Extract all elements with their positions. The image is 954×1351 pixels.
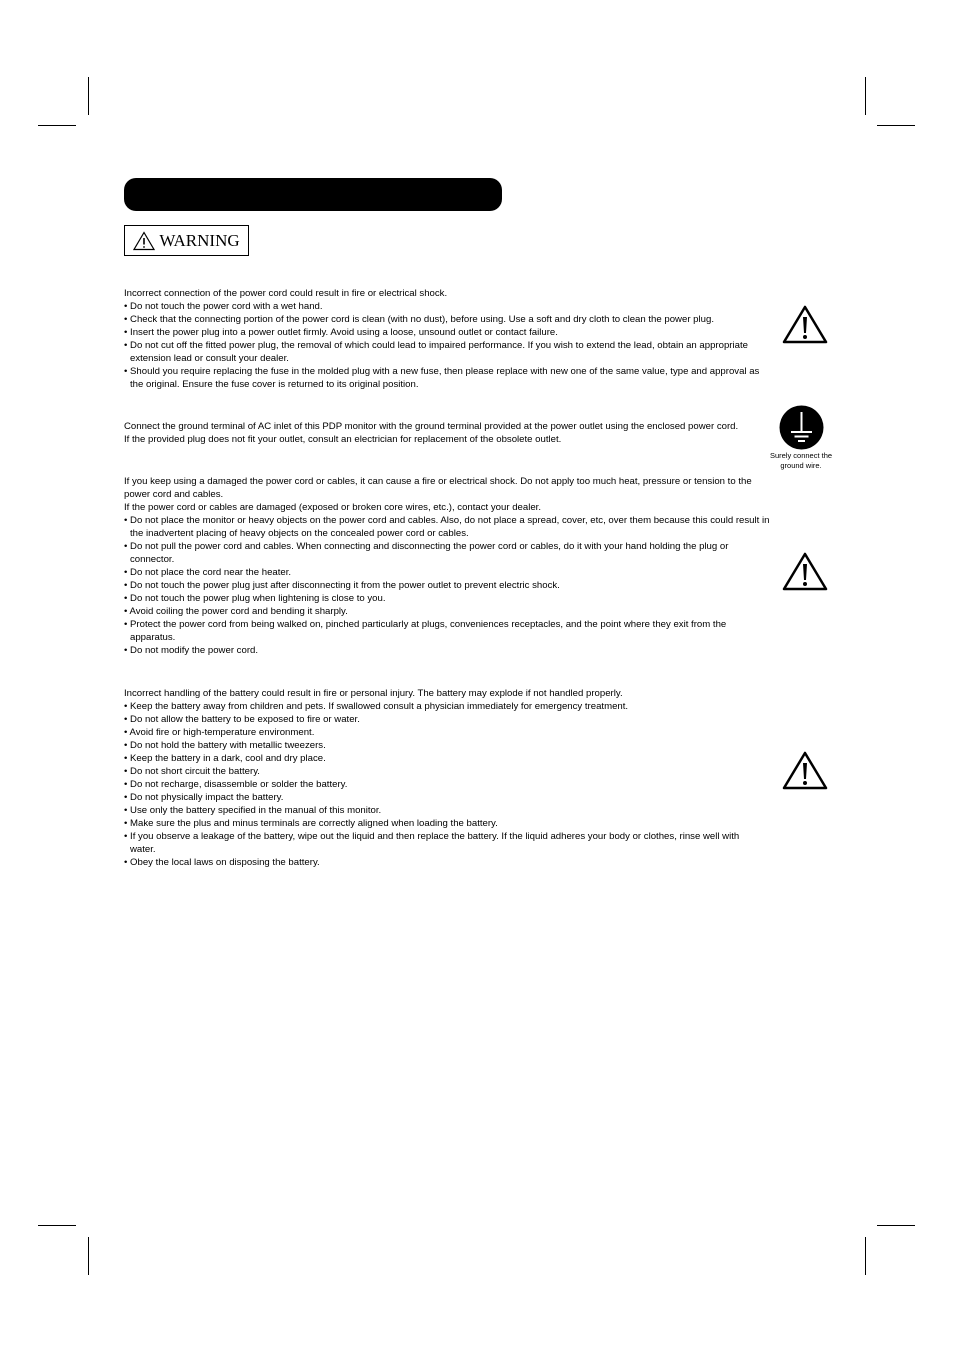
section-intro: Incorrect connection of the power cord could result in fire or electrical shock. [124,288,448,299]
power-cord-connection-section [124,287,770,391]
list-item: • Make sure the plus and minus terminals are correctly aligned when loading the battery. [124,817,764,830]
list-item: • Do not recharge, disassemble or solder the battery. [124,778,764,791]
crop-mark [865,1237,866,1275]
section-intro: Connect the ground terminal of AC inlet of this PDP monitor with the ground terminal provided at the power outlet using the enclosed power cord. If the provided plug does not fit your outlet, consult an electrician for replacement of the obsolete outlet. [124,421,739,445]
caution-triangle-icon [782,551,828,591]
list-item: • Protect the power cord from being walked on, pinched particularly at plugs, conveniences receptacles, and the point where they exit from the apparatus. [124,618,770,644]
section-title-bar [124,178,502,211]
list-item: • If you observe a leakage of the battery, wipe out the liquid and then replace the battery. If the liquid adheres your body or clothes, rinse well with water. [124,830,764,856]
list-item: • Do not physically impact the battery. [124,791,764,804]
warning-label-text: WARNING [159,230,240,250]
list-item: • Do not hold the battery with metallic tweezers. [124,739,764,752]
section-intro: Incorrect handling of the battery could result in fire or personal injury. The battery may explode if not handled properly. [124,688,623,699]
warning-label [124,225,249,256]
list-item: • Do not cut off the fitted power plug, the removal of which could lead to impaired performance. If you wish to extend the lead, obtain an appropriate extension lead or consult your dealer. [124,339,770,365]
list-item: • Do not place the cord near the heater. [124,566,770,579]
crop-mark [877,125,915,126]
list-item: • Do not touch the power cord with a wet hand. [124,300,770,313]
battery-section [124,687,764,869]
list-item: • Insert the power plug into a power outlet firmly. Avoid using a loose, unsound outlet or contact failure. [124,326,770,339]
crop-mark [88,77,89,115]
caution-triangle-icon [782,750,828,790]
section-intro: If you keep using a damaged the power cord or cables, it can cause a fire or electrical shock. Do not apply too much heat, pressure or tension to the power cord and cables. [124,476,752,500]
list-item: • Use only the battery specified in the manual of this monitor. [124,804,764,817]
list-item: • Do not touch the power plug just after disconnecting it from the power outlet to prevent electric shock. [124,579,770,592]
list-item: • Do not touch the power plug when lightening is close to you. [124,592,770,605]
list-item: • Keep the battery in a dark, cool and dry place. [124,752,764,765]
list-item: • Do not short circuit the battery. [124,765,764,778]
list-item: • Do not pull the power cord and cables. When connecting and disconnecting the power cord or cables, do it with your hand holding the plug or connector. [124,540,770,566]
crop-mark [877,1225,915,1226]
list-item: • Should you require replacing the fuse in the molded plug with a new fuse, then please replace with new one of the same value, type and approval as the original. Ensure the fuse cover is returned to its original position. [124,365,770,391]
list-item: • Do not allow the battery to be exposed to fire or water. [124,713,764,726]
section-intro: If the power cord or cables are damaged (exposed or broken core wires, etc.), contact your dealer. [124,502,542,513]
ground-caption: Surely connect the ground wire. [769,451,833,470]
warning-triangle-icon [133,231,155,251]
crop-mark [38,1225,76,1226]
ground-connection-icon [779,405,824,450]
damaged-cord-section [124,475,770,657]
crop-mark [88,1237,89,1275]
list-item: • Keep the battery away from children and pets. If swallowed consult a physician immediately for emergency treatment. [124,700,764,713]
list-item: • Do not modify the power cord. [124,644,770,657]
list-item: • Avoid coiling the power cord and bending it sharply. [124,605,770,618]
caution-triangle-icon [782,304,828,344]
ground-section [124,420,744,446]
list-item: • Do not place the monitor or heavy objects on the power cord and cables. Also, do not place a spread, cover, etc, over them because this could result in the inadvertent placing of heavy objects on the concealed power cord or cables. [124,514,770,540]
list-item: • Avoid fire or high-temperature environment. [124,726,764,739]
list-item: • Obey the local laws on disposing the battery. [124,856,764,869]
crop-mark [865,77,866,115]
crop-mark [38,125,76,126]
list-item: • Check that the connecting portion of the power cord is clean (with no dust), before using. Use a soft and dry cloth to clean the power plug. [124,313,770,326]
